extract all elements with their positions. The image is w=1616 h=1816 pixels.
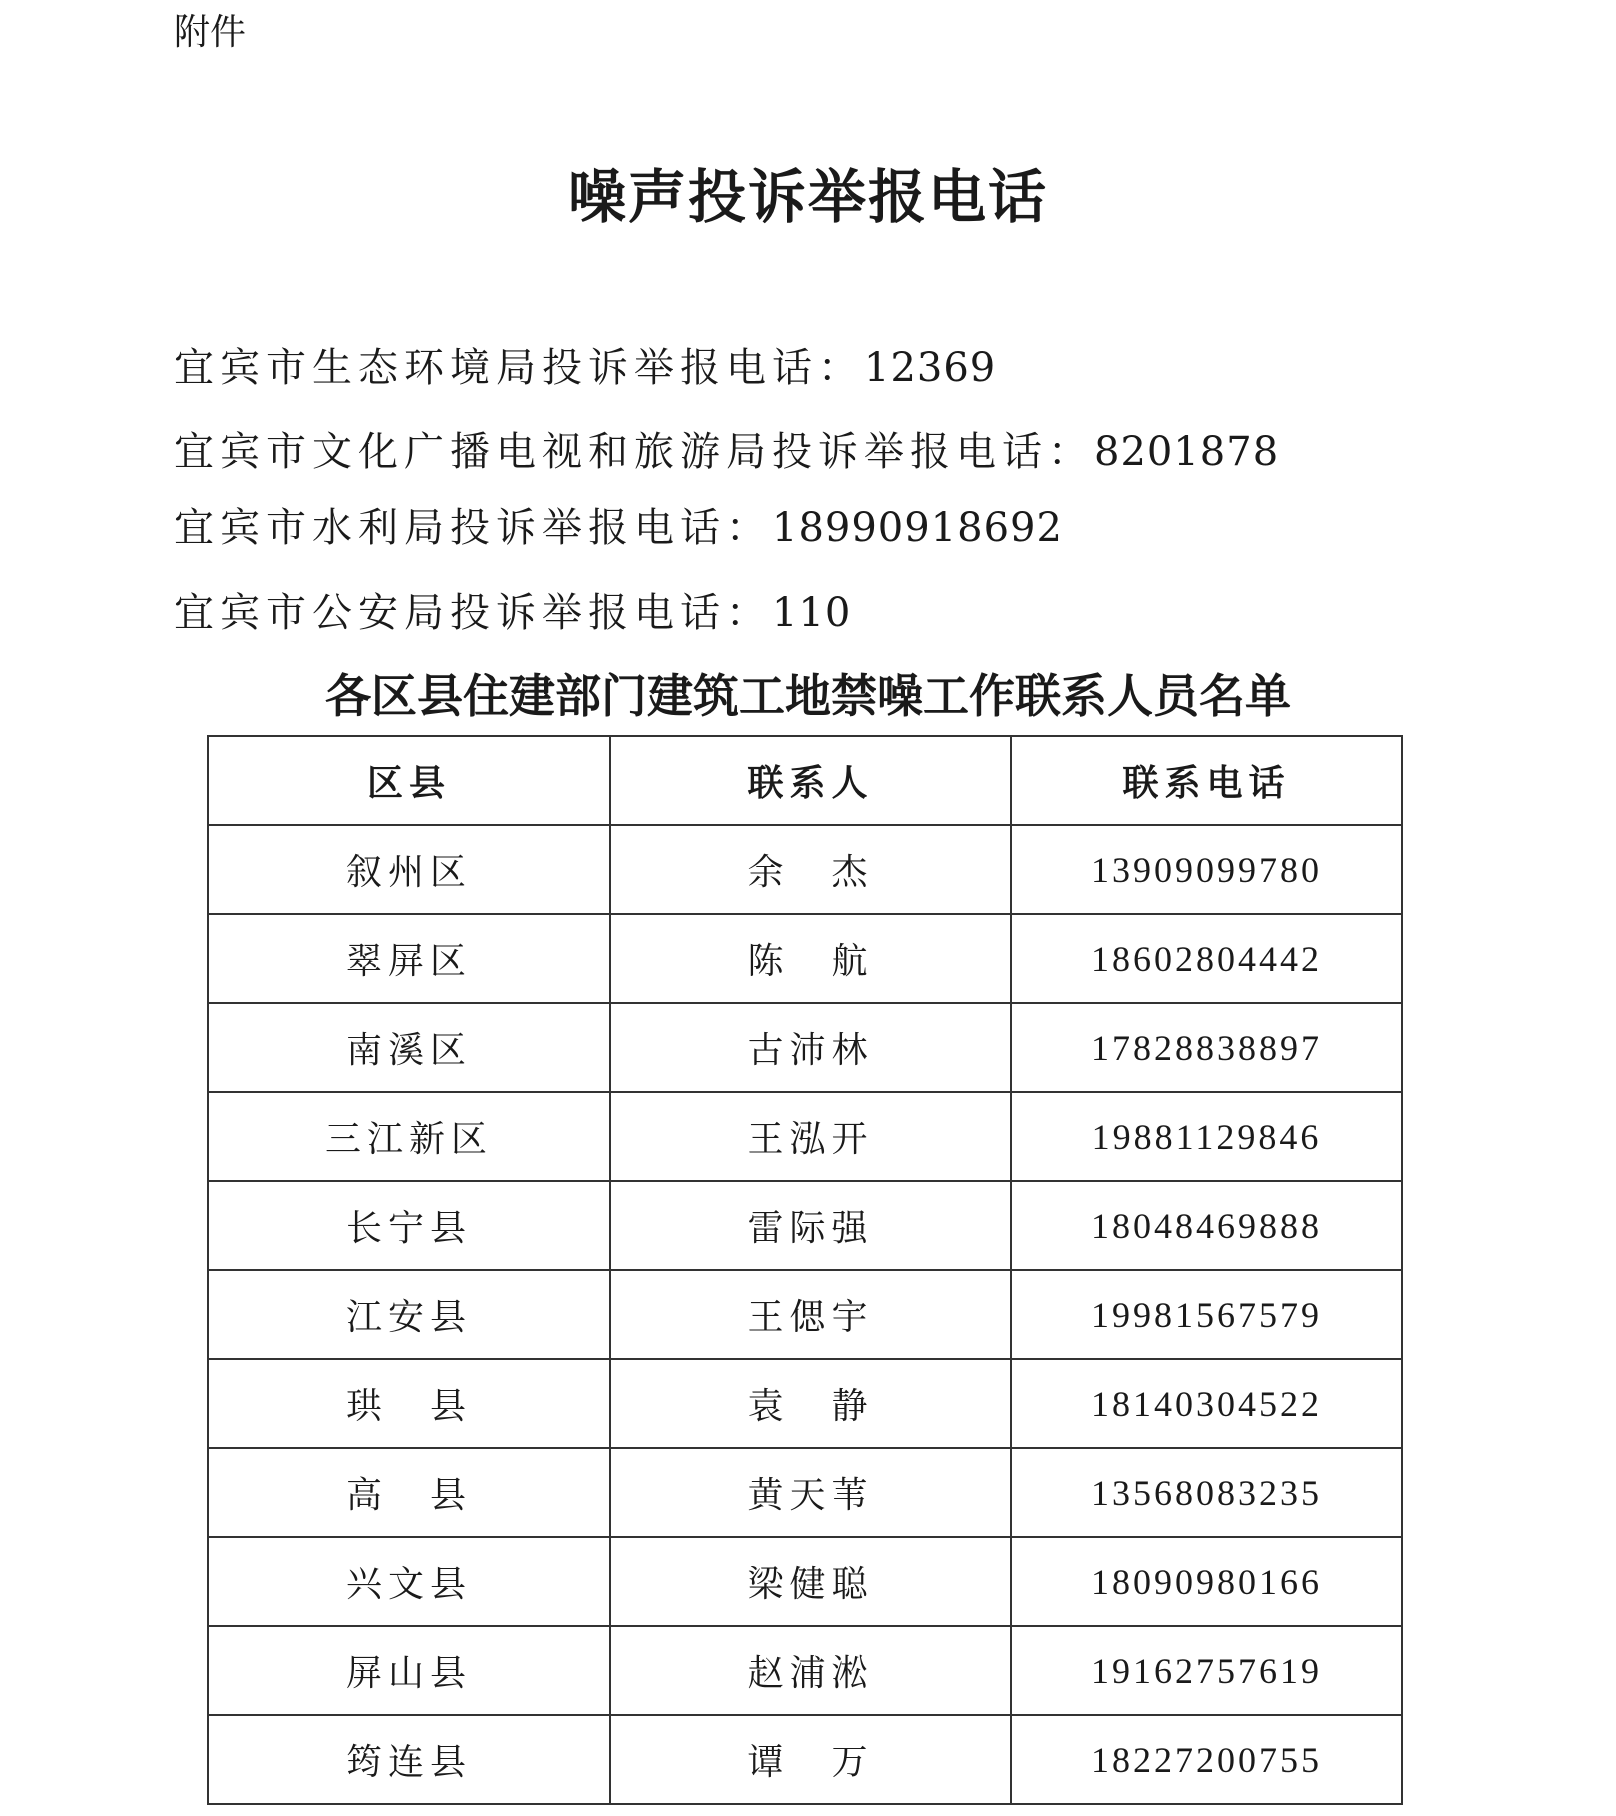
attachment-label: 附件 (174, 12, 247, 53)
district-cell: 三江新区 (208, 1092, 610, 1181)
hotline-label: 宜宾市公安局投诉举报电话： (174, 590, 772, 636)
phone-cell: 13568083235 (1011, 1448, 1402, 1537)
district-cell: 筠连县 (208, 1715, 610, 1804)
phone-cell: 13909099780 (1011, 825, 1402, 914)
table-row (208, 1448, 1402, 1537)
table-header-row (208, 736, 1402, 825)
phone-cell: 17828838897 (1011, 1003, 1402, 1092)
hotline-label: 宜宾市生态环境局投诉举报电话： (174, 345, 864, 391)
contact-cell: 谭 万 (610, 1715, 1011, 1804)
phone-cell: 18090980166 (1011, 1537, 1402, 1626)
contact-cell: 雷际强 (610, 1181, 1011, 1270)
contact-cell: 黄天苇 (610, 1448, 1011, 1537)
table-row (208, 825, 1402, 914)
hotline-number: 12369 (864, 345, 997, 391)
contact-cell: 袁 静 (610, 1359, 1011, 1448)
hotline-item (174, 496, 1063, 553)
district-cell: 高 县 (208, 1448, 610, 1537)
header-contact: 联系人 (610, 736, 1011, 825)
phone-cell: 18140304522 (1011, 1359, 1402, 1448)
hotline-item (174, 336, 996, 393)
table-row (208, 1715, 1402, 1804)
contact-cell: 梁健聪 (610, 1537, 1011, 1626)
phone-cell: 18227200755 (1011, 1715, 1402, 1804)
contact-cell: 赵浦淞 (610, 1626, 1011, 1715)
district-cell: 翠屏区 (208, 914, 610, 1003)
phone-cell: 18602804442 (1011, 914, 1402, 1003)
hotline-label: 宜宾市水利局投诉举报电话： (174, 505, 772, 551)
hotline-number: 8201878 (1094, 429, 1280, 475)
header-district: 区县 (208, 736, 610, 825)
district-cell: 南溪区 (208, 1003, 610, 1092)
phone-cell: 19981567579 (1011, 1270, 1402, 1359)
contacts-table (207, 735, 1403, 1805)
district-cell: 长宁县 (208, 1181, 610, 1270)
district-cell: 江安县 (208, 1270, 610, 1359)
phone-cell: 19881129846 (1011, 1092, 1402, 1181)
contacts-title: 各区县住建部门建筑工地禁噪工作联系人员名单 (325, 669, 1291, 723)
page-title: 噪声投诉举报电话 (567, 163, 1048, 231)
district-cell: 屏山县 (208, 1626, 610, 1715)
district-cell: 兴文县 (208, 1537, 610, 1626)
hotline-item (174, 581, 851, 638)
hotline-item (174, 420, 1279, 477)
table-row (208, 914, 1402, 1003)
district-cell: 珙 县 (208, 1359, 610, 1448)
hotline-number: 110 (772, 590, 852, 636)
contact-cell: 余 杰 (610, 825, 1011, 914)
table-row (208, 1181, 1402, 1270)
header-phone: 联系电话 (1011, 736, 1402, 825)
phone-cell: 18048469888 (1011, 1181, 1402, 1270)
table-row (208, 1003, 1402, 1092)
hotline-number: 18990918692 (772, 505, 1063, 551)
hotline-label: 宜宾市文化广播电视和旅游局投诉举报电话： (174, 429, 1094, 475)
contact-cell: 陈 航 (610, 914, 1011, 1003)
table-row (208, 1359, 1402, 1448)
table-row (208, 1537, 1402, 1626)
table-row (208, 1092, 1402, 1181)
contact-cell: 古沛林 (610, 1003, 1011, 1092)
table-row (208, 1270, 1402, 1359)
district-cell: 叙州区 (208, 825, 610, 914)
contact-cell: 王偲宇 (610, 1270, 1011, 1359)
contact-cell: 王泓开 (610, 1092, 1011, 1181)
table-row (208, 1626, 1402, 1715)
phone-cell: 19162757619 (1011, 1626, 1402, 1715)
